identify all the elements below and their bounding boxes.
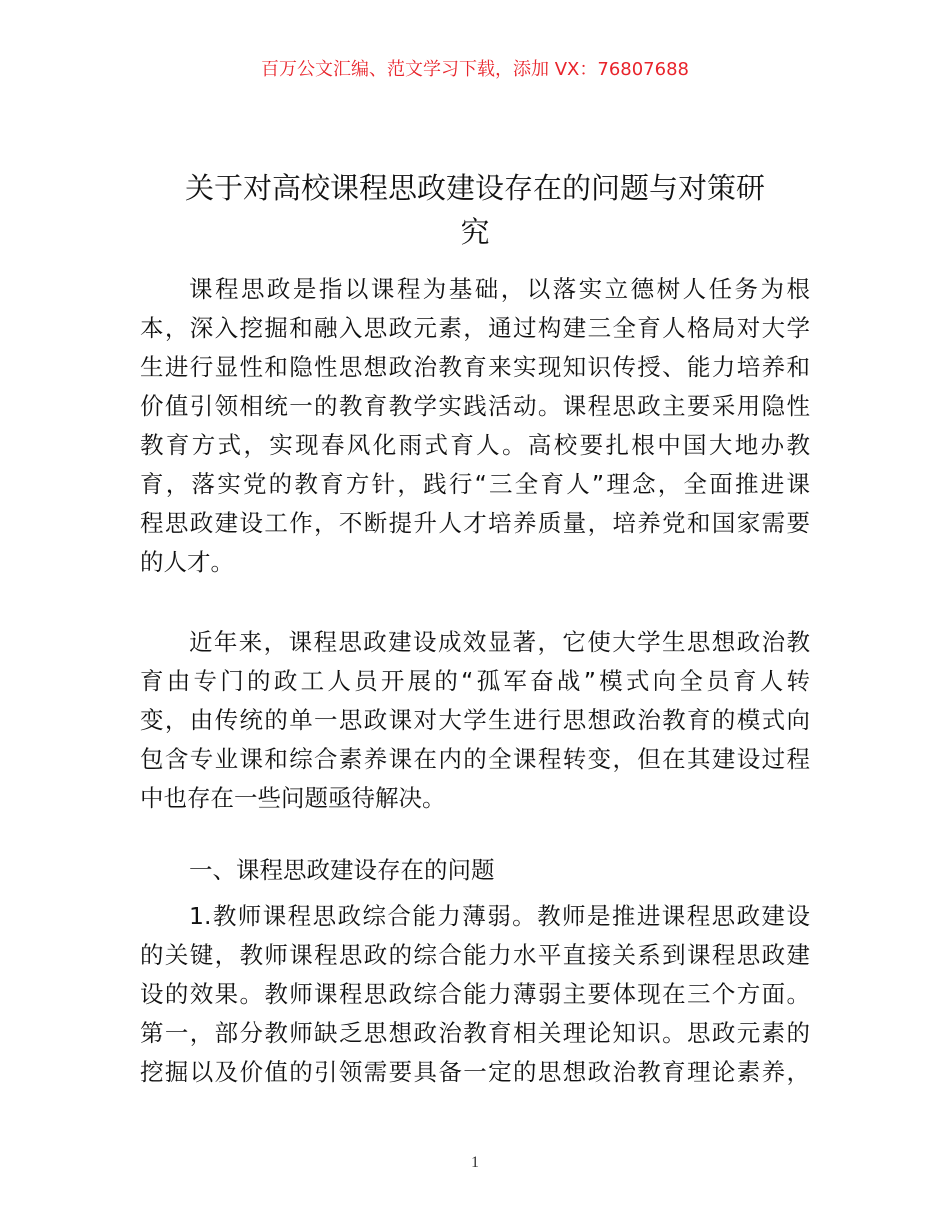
text-line: 教育方式，实现春风化雨式育人。高校要扎根中国大地办教	[140, 431, 810, 459]
text-line: 设的效果。教师课程思政综合能力薄弱主要体现在三个方面。	[140, 980, 810, 1008]
text-line: 变，由传统的单一思政课对大学生进行思想政治教育的模式向	[140, 706, 810, 734]
text-line: 的人才。	[140, 548, 234, 576]
text-line: 程思政建设工作，不断提升人才培养质量，培养党和国家需要	[140, 509, 810, 537]
header-banner: 百万公文汇编、范文学习下载，添加 VX：76807688	[261, 59, 689, 80]
text-line: 生进行显性和隐性思想政治教育来实现知识传授、能力培养和	[140, 353, 810, 381]
text-line: 价值引领相统一的教育教学实践活动。课程思政主要采用隐性	[140, 392, 810, 420]
document-title-line-2: 究	[460, 215, 490, 249]
text-line: 的关键，教师课程思政的综合能力水平直接关系到课程思政建	[140, 941, 810, 969]
text-line: 育由专门的政工人员开展的“孤军奋战”模式向全员育人转	[140, 667, 810, 695]
text-line: 第一，部分教师缺乏思想政治教育相关理论知识。思政元素的	[140, 1019, 810, 1047]
text-line: 本，深入挖掘和融入思政元素，通过构建三全育人格局对大学	[140, 314, 810, 342]
section-heading: 一、课程思政建设存在的问题	[189, 856, 495, 884]
text-line: 近年来，课程思政建设成效显著，它使大学生思想政治教	[189, 628, 810, 656]
text-line: 1.教师课程思政综合能力薄弱。教师是推进课程思政建设	[189, 902, 810, 930]
text-line: 育，落实党的教育方针，践行“三全育人”理念，全面推进课	[140, 470, 810, 498]
text-line: 挖掘以及价值的引领需要具备一定的思想政治教育理论素养，	[140, 1058, 810, 1086]
page-number: 1	[471, 1154, 479, 1171]
text-line: 课程思政是指以课程为基础，以落实立德树人任务为根	[189, 275, 810, 303]
document-title-line-1: 关于对高校课程思政建设存在的问题与对策研	[184, 171, 765, 205]
text-line: 中也存在一些问题亟待解决。	[140, 784, 446, 812]
text-line: 包含专业课和综合素养课在内的全课程转变，但在其建设过程	[140, 745, 810, 773]
